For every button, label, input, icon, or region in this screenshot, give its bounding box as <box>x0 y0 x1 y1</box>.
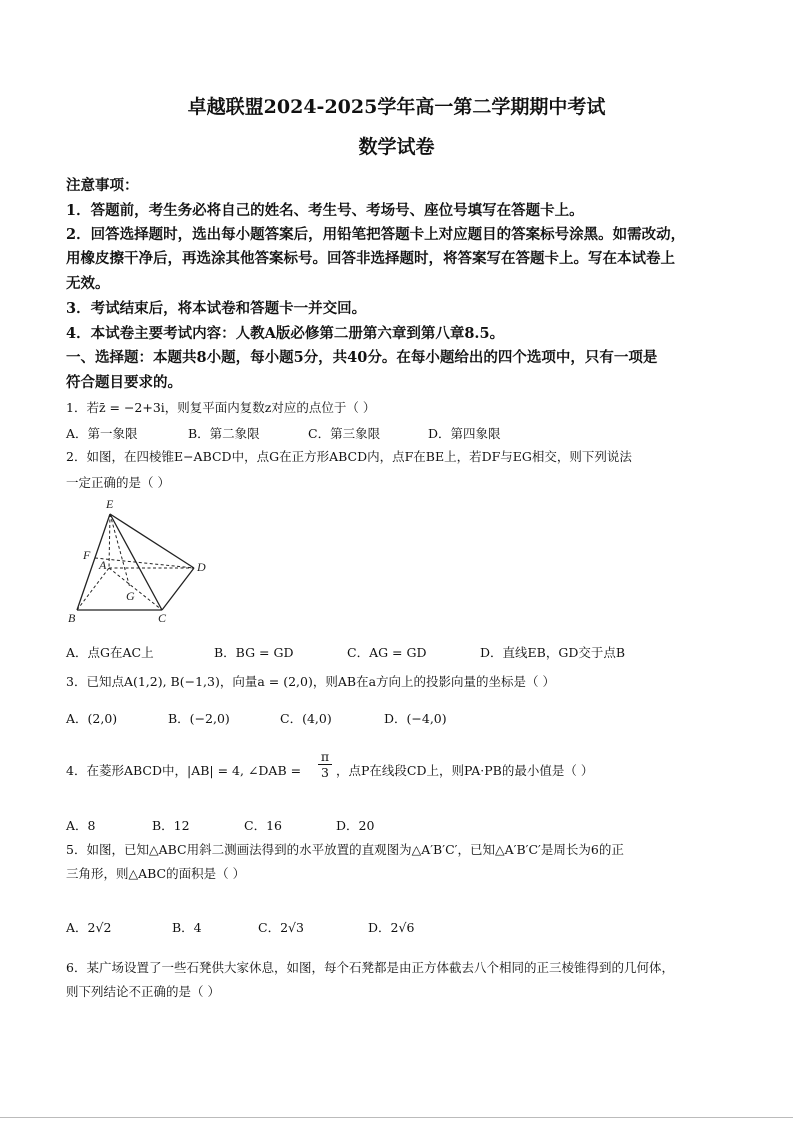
q1-option-d: D．第四象限 <box>428 426 501 441</box>
q2-figure-label-f: F <box>83 548 91 562</box>
q1-option-c: C．第三象限 <box>308 426 381 441</box>
q1-option-b: B．第二象限 <box>188 426 260 441</box>
q6-stem-line-1: 6．某广场设置了一些石凳供大家休息，如图，每个石凳都是由正方体截去八个相同的正三棱锥得到的几何体， <box>66 960 674 975</box>
q4-fraction-numerator: π <box>320 749 330 764</box>
page-bottom-rule <box>0 1117 793 1118</box>
q5-option-a: A．2√2 <box>66 920 112 935</box>
q4-stem-prefix: 4．在菱形ABCD中，|AB| = 4, ∠DAB = <box>66 763 302 778</box>
q2-figure-label-e: E <box>106 497 114 511</box>
q5-stem-line-1: 5．如图，已知△ABC用斜二测画法得到的水平放置的直观图为△A′B′C′，已知△A′B′C′是周长为6的正 <box>66 842 624 857</box>
q6-stem-line-2: 则下列结论不正确的是（ ） <box>66 984 220 999</box>
notice-heading: 注意事项： <box>66 177 139 194</box>
q5-option-c: C．2√3 <box>258 920 304 935</box>
q1-option-a: A．第一象限 <box>66 426 138 441</box>
notice-item-2-line-2: 用橡皮擦干净后，再选涂其他答案标号。回答非选择题时，将答案写在答题卡上。写在本试卷上 <box>66 250 675 267</box>
section-1-heading-line-1: 一、选择题：本题共8小题，每小题5分，共40分。在每小题给出的四个选项中，只有一项是 <box>66 349 658 366</box>
q4-option-a: A．8 <box>66 818 96 833</box>
q5-stem-line-2: 三角形，则△ABC的面积是（ ） <box>66 866 246 881</box>
q4-option-b: B．12 <box>152 818 190 833</box>
q4-option-d: D．20 <box>336 818 375 833</box>
q4-fraction-denominator: 3 <box>321 765 329 780</box>
q5-option-d: D．2√6 <box>368 920 415 935</box>
q2-figure-label-g: G <box>126 589 135 603</box>
q3-option-a: A．(2,0) <box>66 711 118 726</box>
q3-stem: 3．已知点A(1,2), B(−1,3)，向量a = (2,0)，则AB在a方向上的投影向量的坐标是（ ） <box>66 674 555 689</box>
q2-option-d: D．直线EB，GD交于点B <box>480 645 626 660</box>
q3-option-c: C．(4,0) <box>280 711 332 726</box>
q3-option-d: D．(−4,0) <box>384 711 447 726</box>
notice-item-2-line-1: 2．回答选择题时，选出每小题答案后，用铅笔把答题卡上对应题目的答案标号涂黑。如需改动， <box>66 226 686 243</box>
notice-item-3: 3．考试结束后，将本试卷和答题卡一并交回。 <box>66 300 367 317</box>
q2-figure-label-d: D <box>197 560 206 574</box>
q2-figure-label-a: A <box>99 558 107 572</box>
notice-item-2-line-3: 无效。 <box>66 275 110 292</box>
q2-figure-label-b: B <box>68 611 76 625</box>
q5-option-b: B．4 <box>172 920 202 935</box>
page-subtitle: 数学试卷 <box>358 136 435 158</box>
q2-figure-label-c: C <box>158 611 167 625</box>
notice-item-4: 4．本试卷主要考试内容：人教A版必修第二册第六章到第八章8.5。 <box>66 325 505 342</box>
q2-stem-line-1: 2．如图，在四棱锥E−ABCD中，点G在正方形ABCD内，点F在BE上，若DF与EG相交，则下列说法 <box>66 449 632 464</box>
q3-option-b: B．(−2,0) <box>168 711 230 726</box>
q1-stem: 1．若z̄ = −2+3i，则复平面内复数z对应的点位于（ ） <box>66 400 376 415</box>
page-title: 卓越联盟2024-2025学年高一第二学期期中考试 <box>187 96 606 118</box>
notice-item-1: 1．答题前，考生务必将自己的姓名、考生号、考场号、座位号填写在答题卡上。 <box>66 202 584 219</box>
q4-stem-suffix: ，点P在线段CD上，则PA·PB的最小值是（ ） <box>336 763 594 778</box>
q2-option-b: B．BG = GD <box>214 645 294 660</box>
q2-pyramid-figure <box>62 492 222 630</box>
q4-option-c: C．16 <box>244 818 282 833</box>
q4-angle-fraction <box>318 750 332 779</box>
q2-option-a: A．点G在AC上 <box>66 645 154 660</box>
q2-stem-line-2: 一定正确的是（ ） <box>66 475 170 490</box>
q2-option-c: C．AG = GD <box>347 645 427 660</box>
section-1-heading-line-2: 符合题目要求的。 <box>66 374 182 391</box>
